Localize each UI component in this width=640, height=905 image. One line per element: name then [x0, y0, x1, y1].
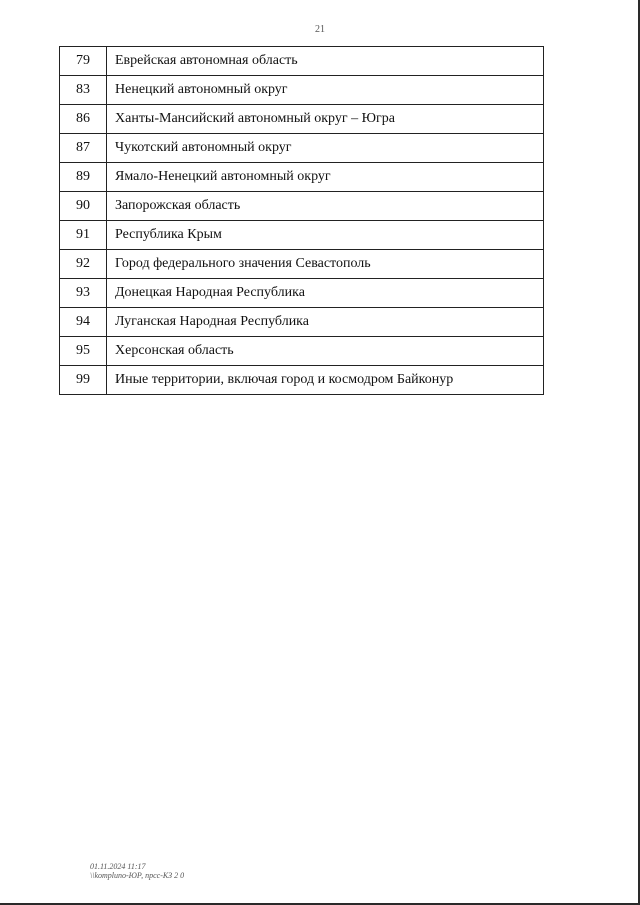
table-row: [60, 366, 544, 395]
region-name: Иные территории, включая город и космодром Байконур: [107, 366, 544, 395]
table-row: [60, 163, 544, 192]
region-name: Донецкая Народная Республика: [107, 279, 544, 308]
region-code: 83: [60, 76, 107, 105]
region-name: Ямало-Ненецкий автономный округ: [107, 163, 544, 192]
print-stamp-footer: [90, 862, 184, 880]
region-code: 95: [60, 337, 107, 366]
print-timestamp: 01.11.2024 11:17: [90, 862, 146, 871]
region-name: Республика Крым: [107, 221, 544, 250]
region-code: 91: [60, 221, 107, 250]
region-code: 99: [60, 366, 107, 395]
region-code: 90: [60, 192, 107, 221]
region-code: 92: [60, 250, 107, 279]
region-name: Луганская Народная Республика: [107, 308, 544, 337]
region-name: Ханты-Мансийский автономный округ – Югра: [107, 105, 544, 134]
file-path: \\kompluno-ЮР, прсс-КЗ 2 0: [90, 871, 185, 880]
table-row: [60, 279, 544, 308]
table-row: [60, 105, 544, 134]
region-name: Чукотский автономный округ: [107, 134, 544, 163]
region-code: 89: [60, 163, 107, 192]
region-name: Херсонская область: [107, 337, 544, 366]
table-row: [60, 250, 544, 279]
page-number: 21: [315, 24, 325, 35]
table-row: [60, 76, 544, 105]
region-name: Еврейская автономная область: [107, 47, 544, 76]
region-code: 86: [60, 105, 107, 134]
region-name: Город федерального значения Севастополь: [107, 250, 544, 279]
region-code: 87: [60, 134, 107, 163]
table-row: [60, 47, 544, 76]
regions-table: [59, 46, 544, 395]
regions-table-body: [60, 47, 544, 395]
region-code: 79: [60, 47, 107, 76]
table-row: [60, 134, 544, 163]
table-row: [60, 192, 544, 221]
table-row: [60, 337, 544, 366]
table-row: [60, 308, 544, 337]
table-row: [60, 221, 544, 250]
region-code: 93: [60, 279, 107, 308]
region-name: Запорожская область: [107, 192, 544, 221]
region-name: Ненецкий автономный округ: [107, 76, 544, 105]
region-code: 94: [60, 308, 107, 337]
